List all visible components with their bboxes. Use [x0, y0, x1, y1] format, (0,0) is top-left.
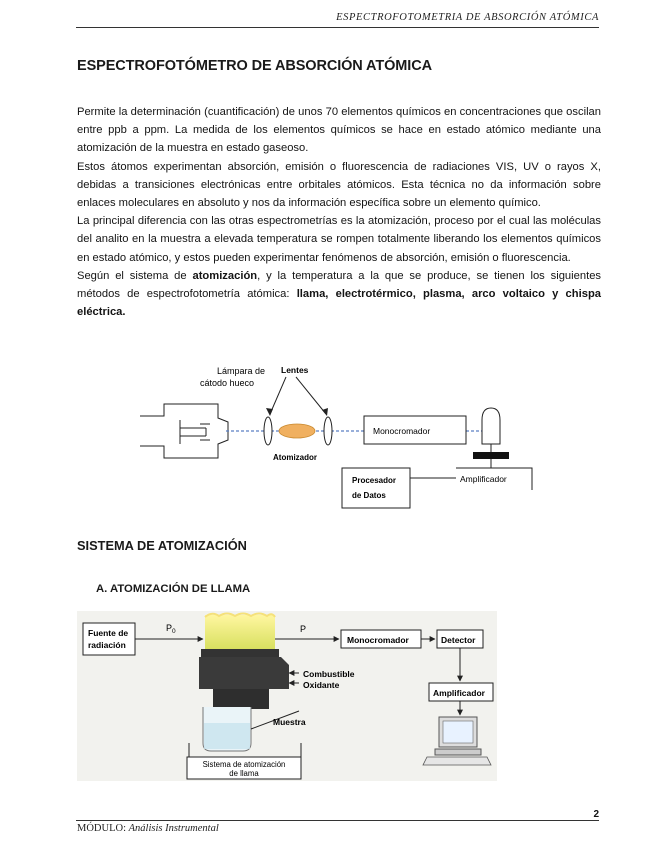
detector-base [473, 452, 509, 459]
header-rule [76, 27, 599, 28]
lens-left [264, 417, 272, 445]
radiation-source-line2: radiación [88, 640, 126, 650]
lenses-label: Lentes [281, 365, 309, 375]
sample-label: Muestra [273, 717, 306, 727]
processor-box [342, 468, 410, 508]
aas-schematic-figure [140, 360, 540, 525]
lens-arrowheads [266, 408, 328, 416]
detector-label: Detector [441, 635, 476, 645]
section-title: SISTEMA DE ATOMIZACIÓN [77, 538, 247, 553]
running-header: ESPECTROFOTOMETRIA DE ABSORCIÓN ATÓMICA [336, 12, 599, 23]
footer-rule [76, 820, 599, 821]
detector-tube [482, 408, 500, 444]
system-label-line1: Sistema de atomización [202, 760, 286, 769]
processor-label-line2: de Datos [352, 491, 386, 500]
footer-module [77, 823, 219, 834]
amplifier-label: Amplificador [460, 474, 507, 484]
processor-label-line1: Procesador [352, 476, 397, 485]
lens-arrow-right [296, 377, 326, 414]
atomizer-label: Atomizador [273, 453, 317, 462]
lamp-label-line1: Lámpara de [217, 366, 266, 376]
lens-right [324, 417, 332, 445]
radiation-source-line1: Fuente de [88, 628, 129, 638]
p4-bold-methods: llama, electrotérmico, plasma, arco voltaico y chispa eléctrica. [77, 288, 602, 319]
body-text [77, 103, 601, 321]
paragraph-4 [77, 267, 601, 322]
hollow-cathode-lamp [140, 404, 228, 458]
p-label: P [300, 624, 307, 634]
system-label-line2: de llama [229, 769, 259, 778]
lens-arrow-left [270, 377, 286, 414]
flame-atomization-figure [77, 611, 497, 781]
oxidant-label: Oxidante [303, 680, 340, 690]
p4-text-a: Según el sistema de [77, 269, 193, 282]
lamp-label-line2: cátodo hueco [200, 378, 255, 388]
burner-top [201, 649, 279, 657]
paragraph-2: Estos átomos experimentan absorción, emisión o fluorescencia de radiaciones VIS, UV o rayos X, debidas a transiciones electrónicas entre orbitales atómicos. Esta técnica no da información sobre enlaces moleculares en absoluto y nos da información específica sobre un elemento químico. [77, 160, 601, 210]
paragraph-3: La principal diferencia con las otras espectrometrías es la atomización, proceso por el cual las moléculas del analito en la muestra a elevada temperatura se rompen totalmente liberando los elementos químicos en estado atómico, y estos pueden experimentar fenómenos de absorción, emisión o fluorescencia. [77, 215, 601, 264]
fuel-label: Combustible [303, 669, 355, 679]
atomizer-ellipse [279, 424, 315, 438]
page-number: 2 [593, 809, 599, 820]
p4-bold-atomizacion: atomización [192, 269, 258, 282]
paragraph-1: Permite la determinación (cuantificación) de unos 70 elementos químicos en concentraciones que oscilan entre ppb a ppm. La medida de los elementos químicos se hace en estado atómico mediante una atomización de la muestra en estado gaseoso. [77, 106, 601, 155]
monochromator-label: Monocromador [347, 635, 409, 645]
burner-body [199, 657, 289, 689]
p0-label: $P_0$ [166, 623, 176, 635]
sample-liquid [204, 723, 250, 749]
burner-base [213, 689, 269, 709]
footer-module-value: Análisis Instrumental [128, 823, 219, 834]
footer-module-label: MÓDULO: [77, 823, 129, 834]
flame [205, 615, 275, 649]
p4-text-c: , y la temperatura a la que se produce, se tienen los siguientes métodos de espectrofotometría atómica: [77, 269, 602, 301]
amplifier-label: Amplificador [433, 688, 485, 698]
page-title: ESPECTROFOTÓMETRO DE ABSORCIÓN ATÓMICA [77, 58, 432, 74]
subsection-title: A. ATOMIZACIÓN DE LLAMA [96, 583, 251, 595]
monochromator-label: Monocromador [373, 426, 431, 436]
